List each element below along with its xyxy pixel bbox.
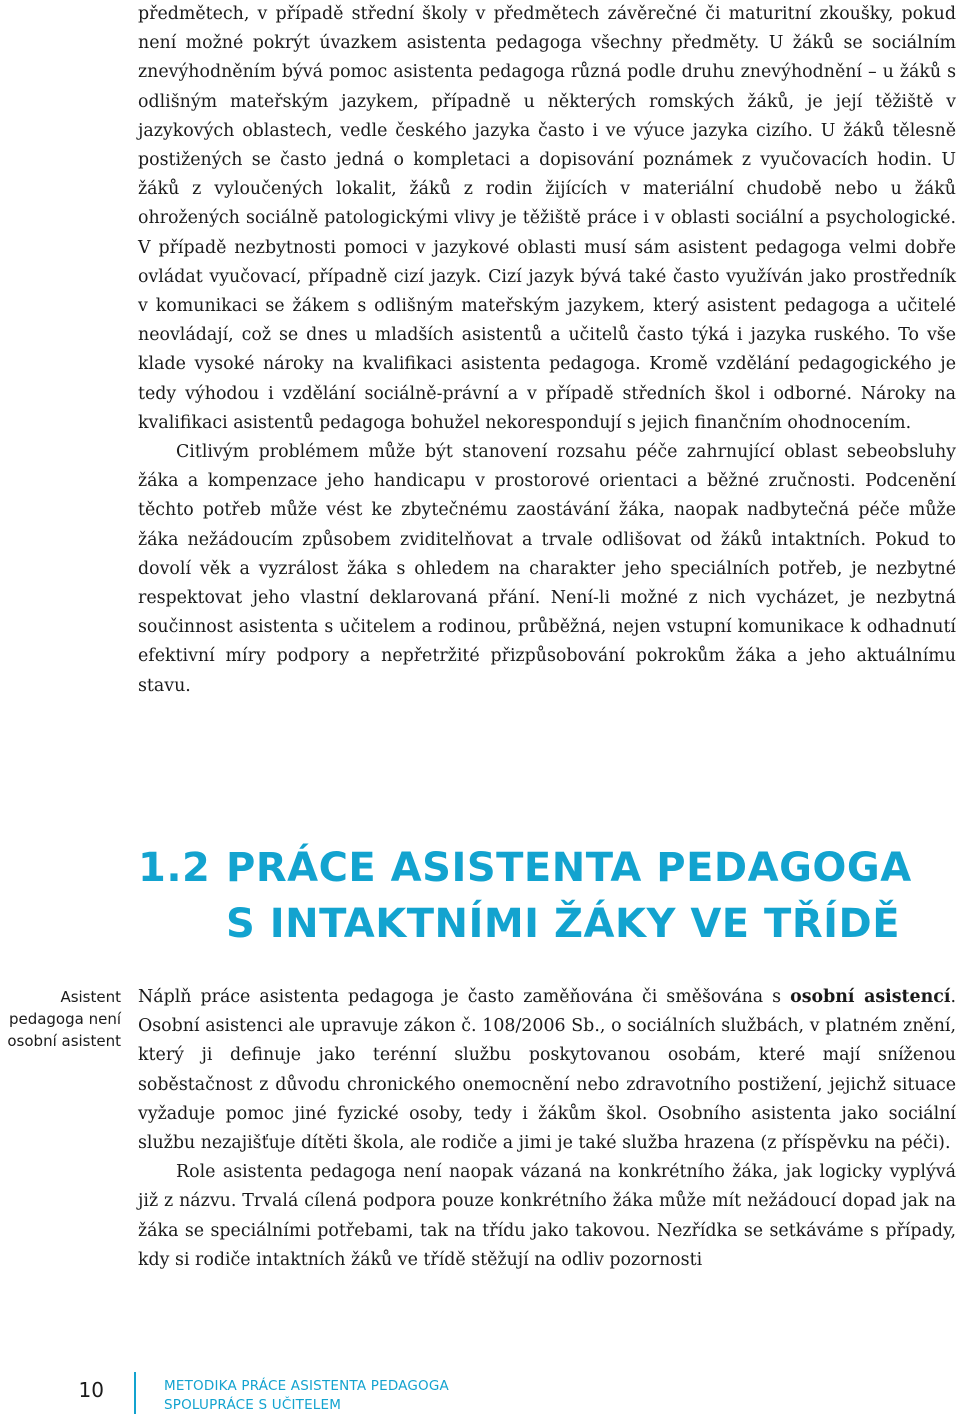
margin-note-line: pedagoga není [8,1010,121,1028]
footer-title-line-1: METODIKA PRÁCE ASISTENTA PEDAGOGA [164,1378,449,1394]
running-footer [164,1377,449,1415]
body-text-bottom [138,983,956,1275]
section-title-line-2: S INTAKTNÍMI ŽÁKY VE TŘÍDĚ [226,901,901,947]
footer-title-line-2: SPOLUPRÁCE S UČITELEM [164,1397,342,1413]
section-title-line-1: PRÁCE ASISTENTA PEDAGOGA [226,845,912,891]
paragraph [138,983,956,1158]
paragraph-text: Náplň práce asistenta pedagoga je často zaměňována či směšována s [138,987,791,1007]
body-text-top [138,0,956,701]
section-heading [138,840,958,952]
page-number: 10 [78,1378,104,1402]
paragraph: Citlivým problémem může být stanovení rozsahu péče zahrnující oblast sebeobsluhy žáka a kompenzace jeho handicapu v prostorové orientaci a běžné zručnosti. Podcenění těchto potřeb může vést ke zbytečnému zaostávání žáka, naopak nadbytečná péče může žáka nežádoucím způsobem zviditelňovat a trvale odlišovat od žáků intaktních. Pokud to dovolí věk a vyzrálost žáka s ohledem na charakter jeho speciálních potřeb, je nezbytné respektovat jeho vlastní deklarovaná přání. Není-li možné z nich vycházet, je nezbytná součinnost asistenta s učitelem a rodinou, průběžná, nejen vstupní komunikace k odhadnutí efektivní míry podpory a nepřetržité přizpůsobování pokrokům žáka a jeho aktuálnímu stavu. [138,442,956,696]
margin-note [0,986,121,1052]
margin-note-line: Asistent [60,988,121,1006]
paragraph: Role asistenta pedagoga není naopak vázaná na konkrétního žáka, jak logicky vyplývá již z názvu. Trvalá cílená podpora pouze konkrétního žáka může mít nežádoucí dopad jak na žáka se speciálními potřebami, tak na třídu jako takovou. Nezřídka se setkáváme s případy, kdy si rodiče intaktních žáků ve třídě stěžují na odliv pozornosti [138,1162,956,1270]
paragraph: předmětech, v případě střední školy v předmětech závěrečné či maturitní zkoušky, pokud není možné pokrýt úvazkem asistenta pedagoga všechny předměty. U žáků se sociálním znevýhodněním bývá pomoc asistenta pedagoga různá podle druhu znevýhodnění – u žáků s odlišným mateřským jazykem, případně u některých romských žáků, je její těžiště v jazykových oblastech, vedle českého jazyka často i ve výuce jazyka cizího. U žáků tělesně postižených se často jedná o kompletaci a dopisování poznámek z vyučovacích hodin. U žáků z vyloučených lokalit, žáků z rodin žijících v materiální chudobě nebo u žáků ohrožených sociálně patologickými vlivy je těžiště práce i v oblasti sociální a psychologické. V případě nezbytnosti pomoci v jazykové oblasti musí sám asistent pedagoga velmi dobře ovládat vyučovací, případně cizí jazyk. Cizí jazyk bývá také často využíván jako prostředník v komunikaci se žákem s odlišným mateřským jazykem, který asistent pedagoga a učitelé neovládají, což se dnes u mladších asistentů a učitelů často týká i jazyka ruského. To vše klade vysoké nároky na kvalifikaci asistenta pedagoga. Kromě vzdělání pedagogického je tedy výhodou i vzdělání sociálně-právní a v případě středních škol i odborné. Nároky na kvalifikaci asistentů pedagoga bohužel nekorespondují s jejich finančním ohodnocením. [138,4,956,433]
footer-divider [134,1372,136,1414]
bold-term: osobní asistencí [790,987,951,1007]
paragraph-text: . Osobní asistenci ale upravuje zákon č. 108/2006 Sb., o sociálních službách, v platném znění, který ji definuje jako terénní službu poskytovanou osobám, které mají sníženou soběstačnost z důvodu chronického onemocnění nebo zdravotního postižení, jejichž situace vyžaduje pomoc jiné fyzické osoby, tedy i žákům škol. Osobního asistenta jako sociální službu nezajišťuje dítěti škola, ale rodiče a jimi je také služba hrazena (z příspěvku na péči). [138,987,956,1154]
margin-note-line: osobní asistent [7,1032,121,1050]
section-number: 1.2 [138,845,211,891]
